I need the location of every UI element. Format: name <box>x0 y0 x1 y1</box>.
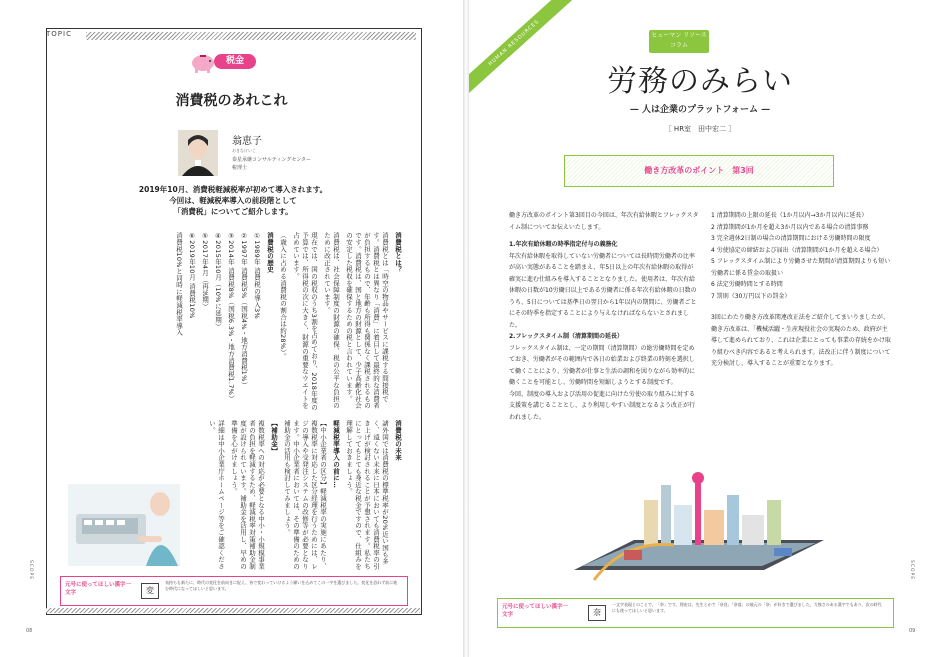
column-heading: 消費税とは？ <box>394 232 402 273</box>
heading-2: 2.フレックスタイム制（清算期間の延長） <box>509 333 623 340</box>
list-item: 3 完全週休2日制の場合の清算期間における労働時間の限度 <box>711 235 871 242</box>
side-label: SCOPE <box>28 560 33 581</box>
column-subtitle: — 人は企業のプラットフォーム — <box>629 105 771 115</box>
column-heading: 【補助金】 <box>270 420 278 454</box>
lead-line: 2019年10月、消費税軽減税率が初めて導入されます。 <box>138 185 328 194</box>
page-number: 09 <box>909 628 916 634</box>
column-badge: ヒューマン リソースコラム <box>649 30 709 53</box>
list-item: 2 清算期間が1か月を超え3か月以内である場合の清算事務 <box>711 223 869 231</box>
column-paragraph: 消費税とは「時空の物品やサービスに課税する間接税です。消費税とは異なり「消費」に着目して最終的な消費者が負担するもので、年齢も所得も関係なく課税されるものです。消費税は、国と地方の財源として、少子高齢化社会の安定した税収を確保するための税と言われています。 <box>345 232 389 409</box>
kanji-char: 奈 <box>588 605 606 621</box>
left-page <box>0 0 463 657</box>
kanji-char: 変 <box>141 583 159 599</box>
category-tag: 税金 <box>214 54 256 69</box>
right-page <box>469 0 931 657</box>
column-paragraph: 諸外国では消費税の標準税率が20%近い国も多く、遠くない未来に日本においても消費税率の引き上げが検討されることが予想されます。私たちにとってもとても身近な税金ですので、仕組みを理解しておきましょう。 <box>345 420 389 570</box>
body-1: 年次有給休暇を取得していない労働者については長時間労働者の比率が高い実態があることを踏まえ、年5日以上の年次有給休暇の取得が確実に進む仕組みを導入することとなりました。使用者は、年次有給休暇の日数が10労働日以上である労働者に係る年次有給休暇の日数のうち、5日については基準日の翌日から1年以内の期間に、労働者ごとにその時季を指定することにより与えなければならないとされました。 <box>509 252 697 329</box>
list-item: 7 罰則（30万円以下の罰金） <box>711 292 791 300</box>
list-item: 1 清算期間の上限の延長（1か月以内→3か月以内に延長） <box>711 212 868 219</box>
column-paragraph: ③2014年 消費税8%（国税6.3%・地方消費税1.7%） <box>227 232 235 402</box>
author-name: 翁恵子 <box>232 136 262 147</box>
column-paragraph: ⑥2019年10月 消費税10% <box>188 232 196 319</box>
column-paragraph: 詳細は中小企業庁ホームページ等をご確認ください。 <box>208 420 225 570</box>
column-author: ［ HR室 田中宏二 ］ <box>664 125 736 133</box>
page-number: 08 <box>26 628 33 634</box>
article-title: 消費税のあれこれ <box>175 93 288 109</box>
body-columns-upper <box>62 232 402 412</box>
lead-text <box>60 184 406 217</box>
left-column-text <box>509 210 699 423</box>
reform-list <box>711 210 891 370</box>
register-illustration <box>68 484 180 566</box>
lead-line: 今回は、軽減税率導入の前段階として <box>169 196 297 205</box>
column-title: 労務のみらい <box>607 64 793 99</box>
topic-label: TOPIC <box>46 30 72 38</box>
kanji-box <box>60 576 408 606</box>
kanji-box-label: 元号に使ってほしい漢字一文字 <box>502 604 569 618</box>
kanji-box <box>497 598 894 628</box>
hatch-bar-bottom <box>46 608 420 613</box>
list-item: 6 法定労働時間とする時間 <box>711 281 783 288</box>
city-tablet-illustration <box>564 470 834 585</box>
column-paragraph: （歳入に占める消費税の割合は約28%）。 <box>279 232 287 360</box>
lead-line: 「消費税」についてご紹介します。 <box>173 207 293 216</box>
hatch-bar <box>86 32 416 40</box>
author-kana: おきなけいこ <box>232 148 256 153</box>
author-org: 泰星承継コンサルティングセンター <box>232 157 312 163</box>
intro-text: 働き方改革のポイント第3回目の今回は、年次有給休暇とフレックスタイム制についてお伝えいたします。 <box>509 212 699 231</box>
section-title-box <box>564 155 834 187</box>
author-photo <box>178 130 218 176</box>
kanji-reason: 一文字表現とのことで、「奈」です。理由は、先生とかで「奈良」「奈落」の地元の「奈」が好きで選びました。力強さのある漢字でもあり、次の時代にも使ってほしいと思います。 <box>612 602 882 613</box>
side-label: SCOPE <box>909 560 914 581</box>
corner-ribbon: HUMAN RESOURCES <box>469 0 574 98</box>
column-paragraph: 現在では、国の税収のうち3割を占めており、2018年度の予算では、所得税の次に大きく、財源の重要なウエイトを占めています。 <box>292 232 318 411</box>
body-columns-lower <box>186 420 402 570</box>
column-paragraph: 複数税率への対応が必要となる中小・小規模事業者の負担を軽減するため、軽減税率対策補助金制度が設けられています。補助金を活用し、早めの準備を心がけましょう。 <box>230 420 265 570</box>
closing-text: 3回にわたり働き方改革関連改正法をご紹介してまいりましたが、働き方改革は、「機械活躍・生産現役社会の実現のため、政府が主導して進められており、これは企業にとっても事業の存続をかけ取り組むべき内容であると考えられます。法改正に伴う制度について充分検討し、導入することが重要となります。 <box>711 314 891 367</box>
column-paragraph: ②1997年 消費税5%（国税4%・地方消費税1%） <box>240 232 248 389</box>
column-paragraph: ①1989年 消費税の導入3% <box>253 232 261 319</box>
body-2: フレックスタイム制は、一定の期間（清算期間）の総労働時間を定めておき、労働者がその範囲内で各日の始業および終業の時刻を選択して働くことにより、労働者が仕事と生活の調和を図りながら効率的に働くことを可能とし、労働時間を短縮しようとする制度です。 <box>509 344 696 386</box>
column-heading: 軽減税率導入の前に… <box>332 420 340 488</box>
column-heading: 消費税の未来 <box>394 420 402 461</box>
column-paragraph: 【中小企業者の区分】軽減税率の実施にあたり、複数税率に対応した区分経理を行うためには、レジの導入や受発注システムの改修等が必要となります。中小企業者においては、その準備のための補助金の活用も検討してみましょう。 <box>283 420 327 570</box>
author-position: 税理士 <box>232 165 248 171</box>
column-paragraph: 消費税は、社会保障制度の財源の確保、税の公平な負担のために改正されています。 <box>323 232 340 409</box>
list-item: 5 フレックスタイム制により労働させた期間が清算期間よりも短い労働者に係る賃金の取扱い <box>711 258 891 277</box>
column-paragraph: 消費税10%と同時に軽減税率導入 <box>175 232 183 336</box>
list-item: 4 労使協定の締結および届出（清算期間が1か月を超える場合） <box>711 246 883 254</box>
section-title: 働き方改革のポイント 第3回 <box>644 166 754 175</box>
kanji-box-label: 元号に使ってほしい漢字一文字 <box>65 582 132 596</box>
column-paragraph: ④2015年10月（10%に延期） <box>214 232 222 330</box>
kanji-reason: 気持ちも新たに、時代の変化を前向きに捉え、皆で変わっていけるよう願いを込めてこの一字を選びました。変化を恐れず前に進む時代になってほしいと思います。 <box>165 580 398 591</box>
column-paragraph: ⑤2017年4月（再延期） <box>201 232 209 311</box>
heading-1: 1.年次有給休暇の時季指定付与の義務化 <box>509 241 618 248</box>
body-3: 今回、制度の導入および活用の促進に向けた労使の取り組みに対する支援策を講じることとし、より利用しやすい制度となるよう改正が行われました。 <box>509 390 696 421</box>
column-heading: 消費税の歴史 <box>266 232 274 273</box>
